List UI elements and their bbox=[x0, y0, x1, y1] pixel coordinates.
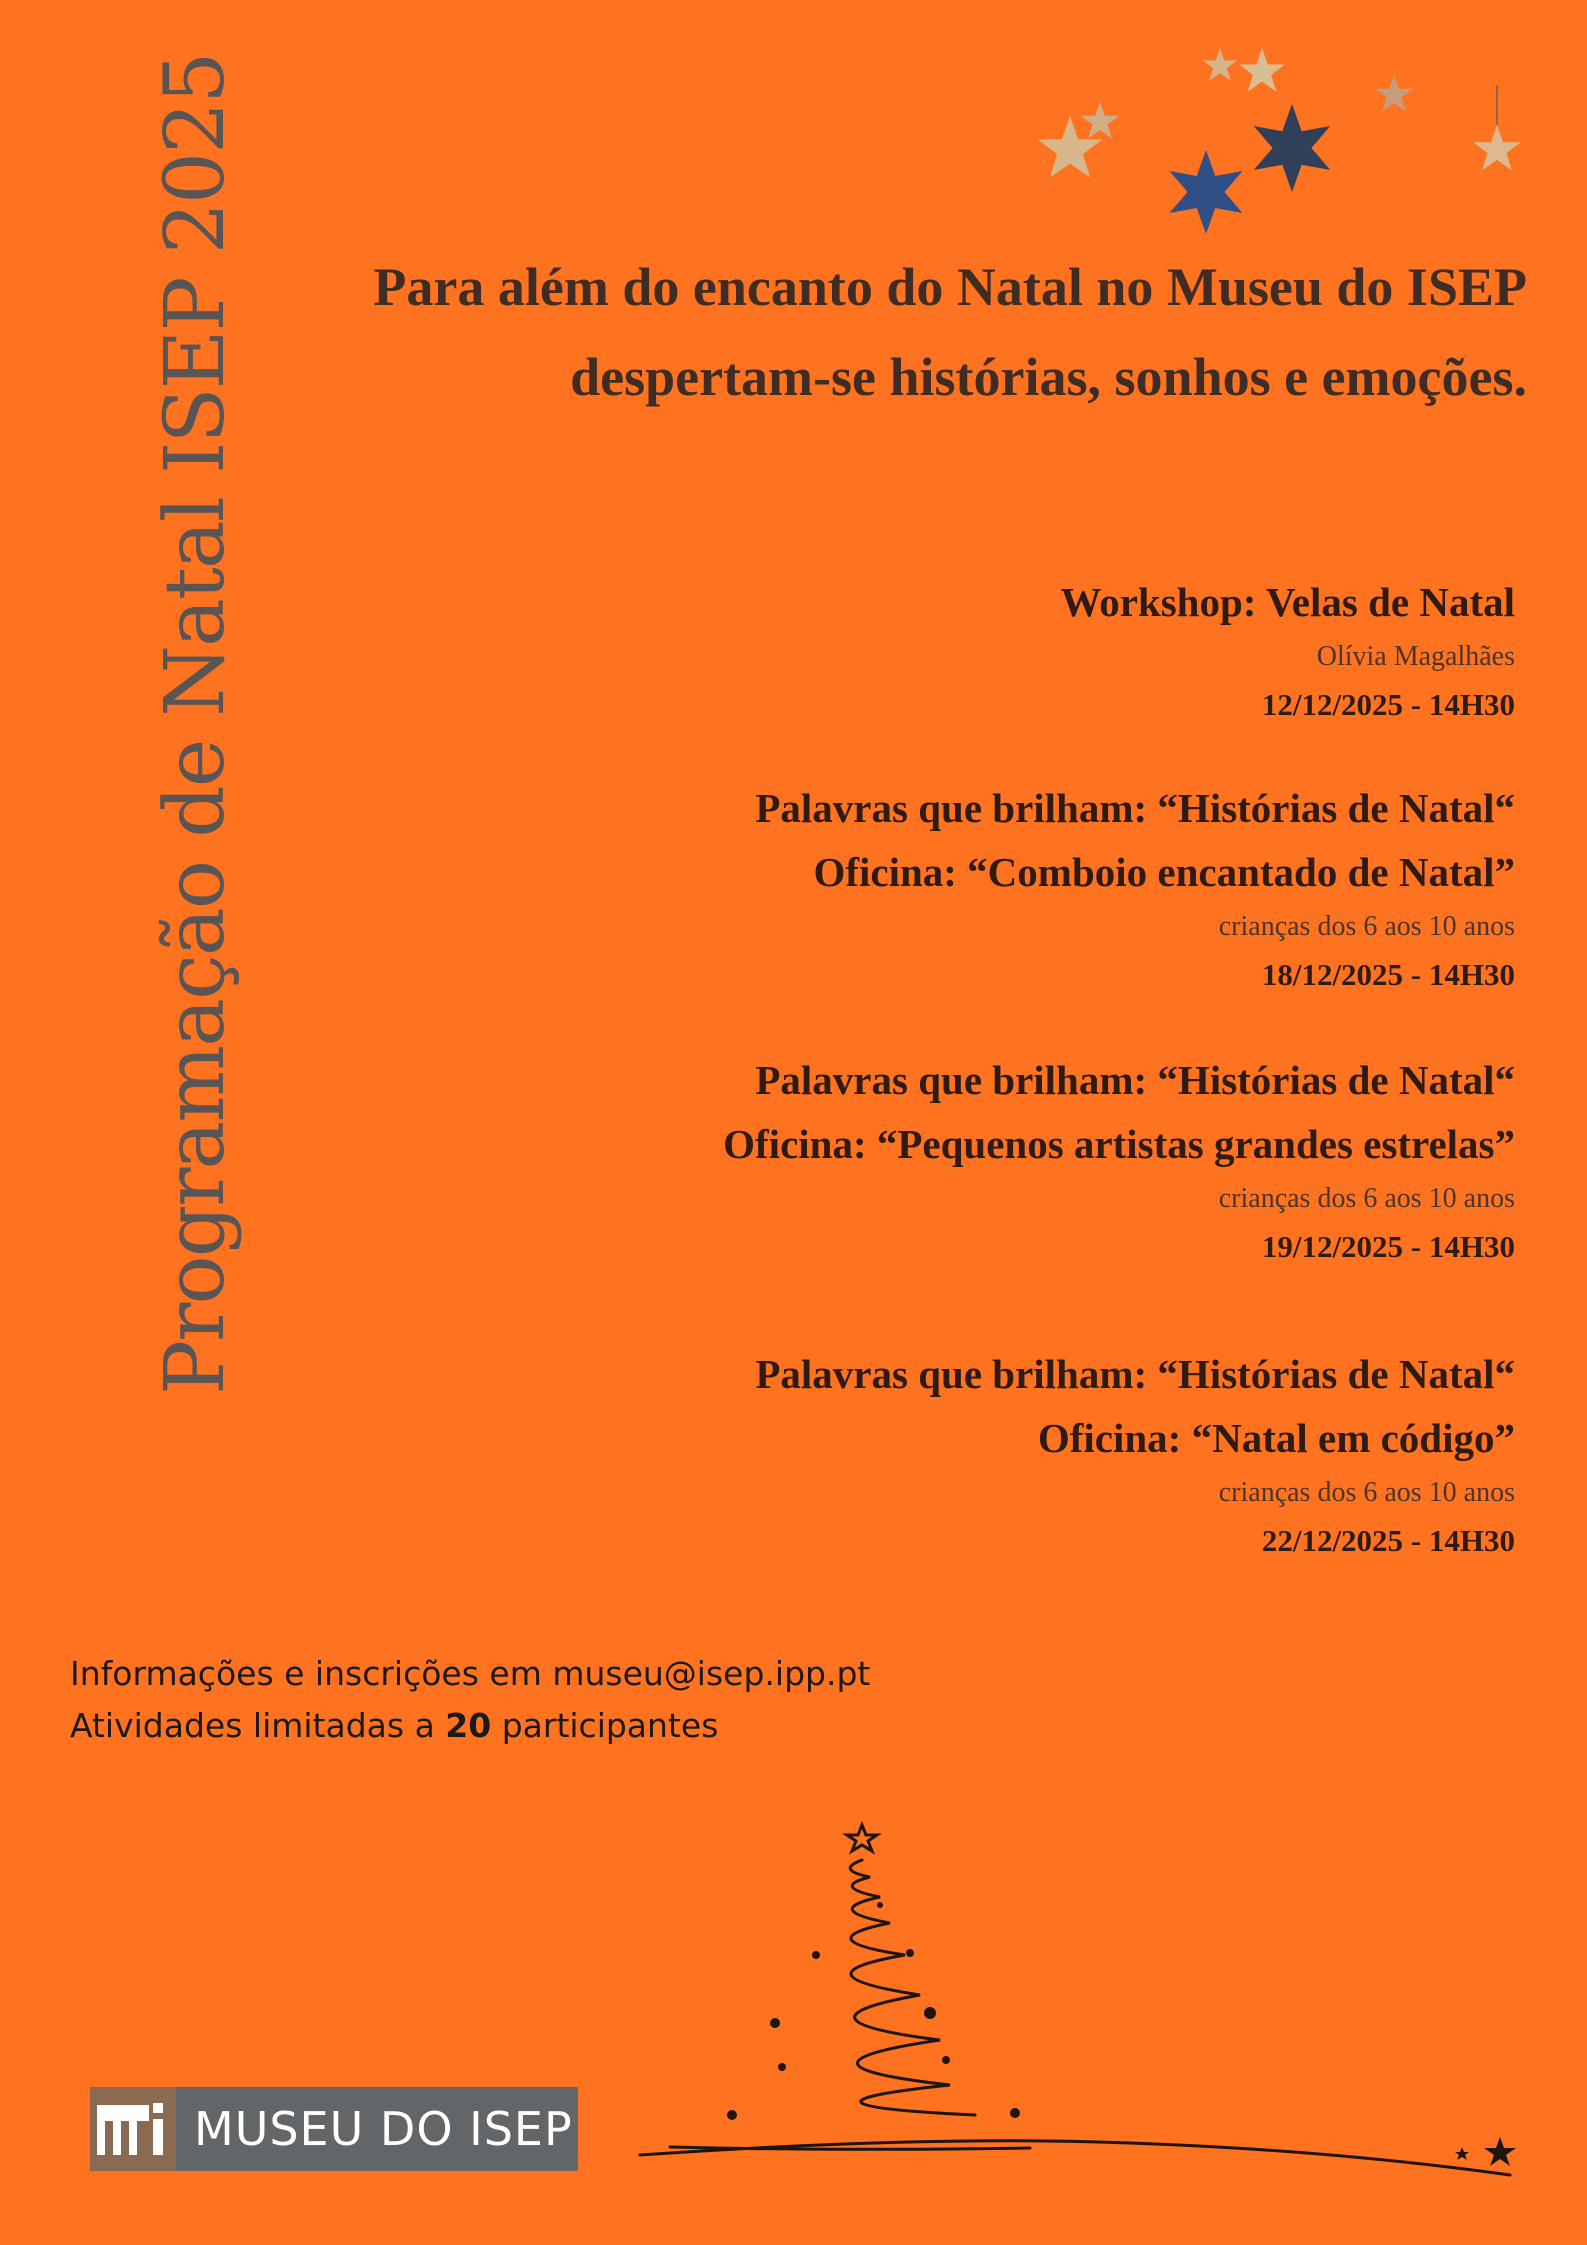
intro-line-2: despertam-se histórias, sonhos e emoções. bbox=[570, 347, 1527, 407]
info-block bbox=[70, 1648, 870, 1752]
event-date: 19/12/2025 - 14H30 bbox=[1261, 1229, 1515, 1264]
event-title: Palavras que brilham: “Histórias de Natal“ bbox=[755, 1351, 1515, 1397]
event-subtitle: crianças dos 6 aos 10 anos bbox=[1218, 1183, 1515, 1214]
intro-line-1: Para além do encanto do Natal no Museu do ISEP bbox=[373, 257, 1527, 317]
event-title: Oficina: “Comboio encantado de Natal” bbox=[813, 849, 1515, 895]
info-limit bbox=[70, 1700, 870, 1752]
event-date: 12/12/2025 - 14H30 bbox=[1261, 687, 1515, 722]
event-pequenos-artistas bbox=[415, 1048, 1515, 1272]
event-comboio bbox=[415, 776, 1515, 1000]
museu-isep-logo bbox=[90, 2087, 578, 2171]
vertical-title: Programação de Natal ISEP 2025 bbox=[148, 53, 243, 1395]
event-title: Oficina: “Pequenos artistas grandes estrelas” bbox=[723, 1121, 1515, 1167]
logo-mark-icon bbox=[95, 2097, 171, 2161]
logo-mark bbox=[90, 2087, 176, 2171]
event-title: Palavras que brilham: “Histórias de Natal“ bbox=[755, 785, 1515, 831]
info-limit-suffix: participantes bbox=[491, 1706, 719, 1745]
info-limit-count: 20 bbox=[445, 1706, 492, 1745]
logo-text: MUSEU DO ISEP bbox=[194, 2102, 573, 2156]
event-title: Oficina: “Natal em código” bbox=[1037, 1415, 1515, 1461]
event-subtitle: crianças dos 6 aos 10 anos bbox=[1218, 911, 1515, 942]
event-title: Palavras que brilham: “Histórias de Natal“ bbox=[755, 1057, 1515, 1103]
info-limit-prefix: Atividades limitadas a bbox=[70, 1706, 446, 1745]
event-title: Workshop: Velas de Natal bbox=[1060, 579, 1515, 625]
event-subtitle: Olívia Magalhães bbox=[1316, 641, 1515, 672]
event-date: 22/12/2025 - 14H30 bbox=[1261, 1523, 1515, 1558]
event-subtitle: crianças dos 6 aos 10 anos bbox=[1218, 1477, 1515, 1508]
intro-text bbox=[277, 242, 1527, 422]
event-natal-em-codigo bbox=[415, 1342, 1515, 1566]
christmas-tree-icon bbox=[630, 1815, 1530, 2195]
stars-decoration-icon bbox=[1030, 30, 1550, 250]
event-workshop-velas bbox=[415, 570, 1515, 730]
info-contact: Informações e inscrições em museu@isep.ipp.pt bbox=[70, 1654, 871, 1693]
event-date: 18/12/2025 - 14H30 bbox=[1261, 957, 1515, 992]
